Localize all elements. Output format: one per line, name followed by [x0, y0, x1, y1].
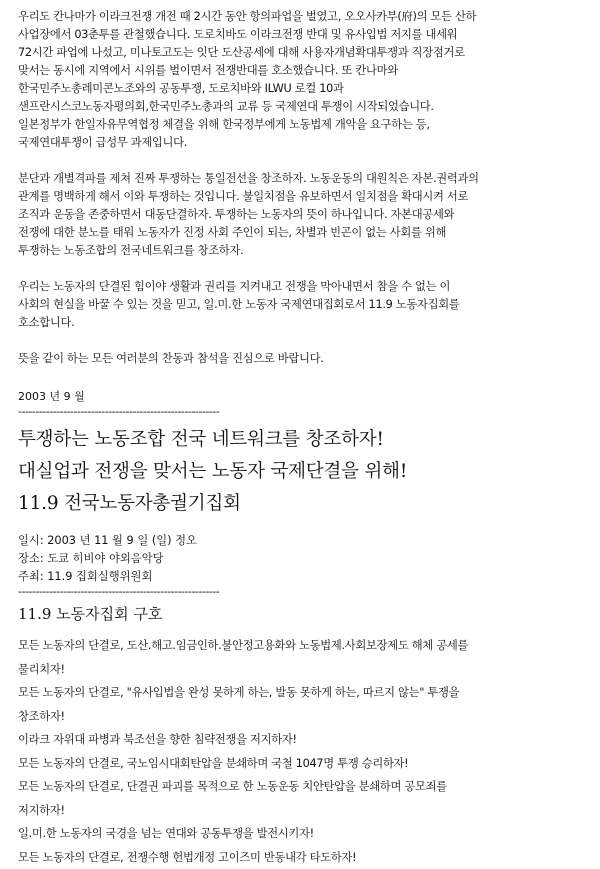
text-line: 뜻을 같이 하는 모든 여러분의 찬동과 참석을 진심으로 바랍니다. — [18, 350, 588, 368]
spacer — [18, 368, 588, 386]
text-line: 일본정부가 한일자유무역협정 체결을 위해 한국정부에게 노동법제 개악을 요구하는 등, — [18, 116, 588, 134]
slogan-line: 이라크 자위대 파병과 북조선을 향한 침략전쟁을 저지하자! — [18, 728, 588, 752]
paragraph-3 — [18, 278, 588, 332]
slogan-line: 물리치자! — [18, 658, 588, 682]
event-organizer: 주최: 11.9 집회실행위원회 — [18, 568, 588, 586]
text-line: 사회의 현실을 바꿀 수 있는 것을 믿고, 일.미.한 노동자 국제연대집회로서 11.9 노동자집회를 — [18, 296, 588, 314]
text-line: 분단과 개별격파를 제쳐 진짜 투쟁하는 통일전선을 창조하자. 노동운동의 대원칙은 자본.권력과의 — [18, 170, 588, 188]
text-line: 투쟁하는 노동조합의 전국네트워크를 창조하자. — [18, 242, 588, 260]
text-line: 72시간 파업에 나섰고, 미나토고도는 잇단 도산공세에 대해 사용자개념확대투쟁과 직장점거로 — [18, 44, 588, 62]
slogan-line: 모든 노동자의 단결로, "유사입법을 완성 못하게 하는, 발동 못하게 하는, 따르지 않는" 투쟁을 — [18, 681, 588, 705]
slogan-line: 모든 노동자의 단결로, 단결권 파괴를 목적으로 한 노동운동 치안탄압을 분쇄하며 공모죄를 — [18, 775, 588, 799]
slogan-line: 모든 노동자의 단결로, 국노임시대회탄압을 분쇄하며 국철 1047명 투쟁 승리하자! — [18, 752, 588, 776]
dashed-divider: ---------------------------------------------------------- — [18, 406, 328, 418]
text-line: 우리도 칸나마가 이라크전쟁 개전 때 2시간 동안 항의파업을 벌였고, 오오사카부(府)의 모든 산하 — [18, 8, 588, 26]
spacer — [18, 332, 588, 350]
slogan-list — [18, 634, 588, 869]
headline-1: 투쟁하는 노동조합 전국 네트워크를 창조하자! — [18, 424, 588, 456]
headline-3: 11.9 전국노동자총궐기집회 — [18, 488, 588, 520]
text-line: 전쟁에 대한 분노를 태워 노동자가 진정 사회 주인이 되는, 차별과 빈곤이 없는 사회를 위해 — [18, 224, 588, 242]
dashed-divider: ---------------------------------------------------------- — [18, 586, 328, 598]
slogan-line: 저지하자! — [18, 799, 588, 823]
event-venue: 장소: 도쿄 히비야 야외음악당 — [18, 550, 588, 568]
document-page — [18, 8, 588, 869]
spacer — [18, 260, 588, 278]
headline-2: 대실업과 전쟁을 맞서는 노동자 국제단결을 위해! — [18, 456, 588, 488]
text-line: 한국민주노총레미콘노조와의 공동투쟁, 도로치바와 ILWU 로컬 10과 — [18, 80, 588, 98]
text-line: 호소합니다. — [18, 314, 588, 332]
slogans-title: 11.9 노동자집회 구호 — [18, 602, 588, 626]
text-line: 사업장에서 03춘투를 관철했습니다. 도로치바도 이라크전쟁 반대 및 유사입법 저지를 내세워 — [18, 26, 588, 44]
event-datetime: 일시: 2003 년 11 월 9 일 (일) 정오 — [18, 532, 588, 550]
text-line: 샌프란시스코노동자평의회,한국민주노총과의 교류 등 국제연대 투쟁이 시작되었습니다. — [18, 98, 588, 116]
document-date: 2003 년 9 월 — [18, 388, 588, 406]
text-line: 우리는 노동자의 단결된 힘이야 생활과 권리를 지켜내고 전쟁을 막아내면서 참을 수 없는 이 — [18, 278, 588, 296]
text-line: 맞서는 동시에 지역에서 시위를 벌이면서 전쟁반대를 호소했습니다. 또 칸나마와 — [18, 62, 588, 80]
text-line: 조직과 운동을 존중하면서 대동단결하자. 투쟁하는 노동자의 뜻이 하나입니다. 자본대공세와 — [18, 206, 588, 224]
text-line: 관계를 명백하게 해서 이와 투쟁하는 것입니다. 불일치점을 유보하면서 일치점을 확대시켜 서로 — [18, 188, 588, 206]
spacer — [18, 152, 588, 170]
slogan-line: 모든 노동자의 단결로, 도산.해고.임금인하.불안정고용화와 노동법제.사회보장제도 해체 공세를 — [18, 634, 588, 658]
text-line: 국제연대투쟁이 급성무 과제입니다. — [18, 134, 588, 152]
slogan-line: 일.미.한 노동자의 국경을 넘는 연대와 공동투쟁을 발전시키자! — [18, 822, 588, 846]
paragraph-2 — [18, 170, 588, 260]
slogan-line: 모든 노동자의 단결로, 전쟁수행 헌법개정 고이즈미 반동내각 타도하자! — [18, 846, 588, 869]
slogan-line: 창조하자! — [18, 705, 588, 729]
paragraph-1 — [18, 8, 588, 152]
paragraph-4 — [18, 350, 588, 368]
